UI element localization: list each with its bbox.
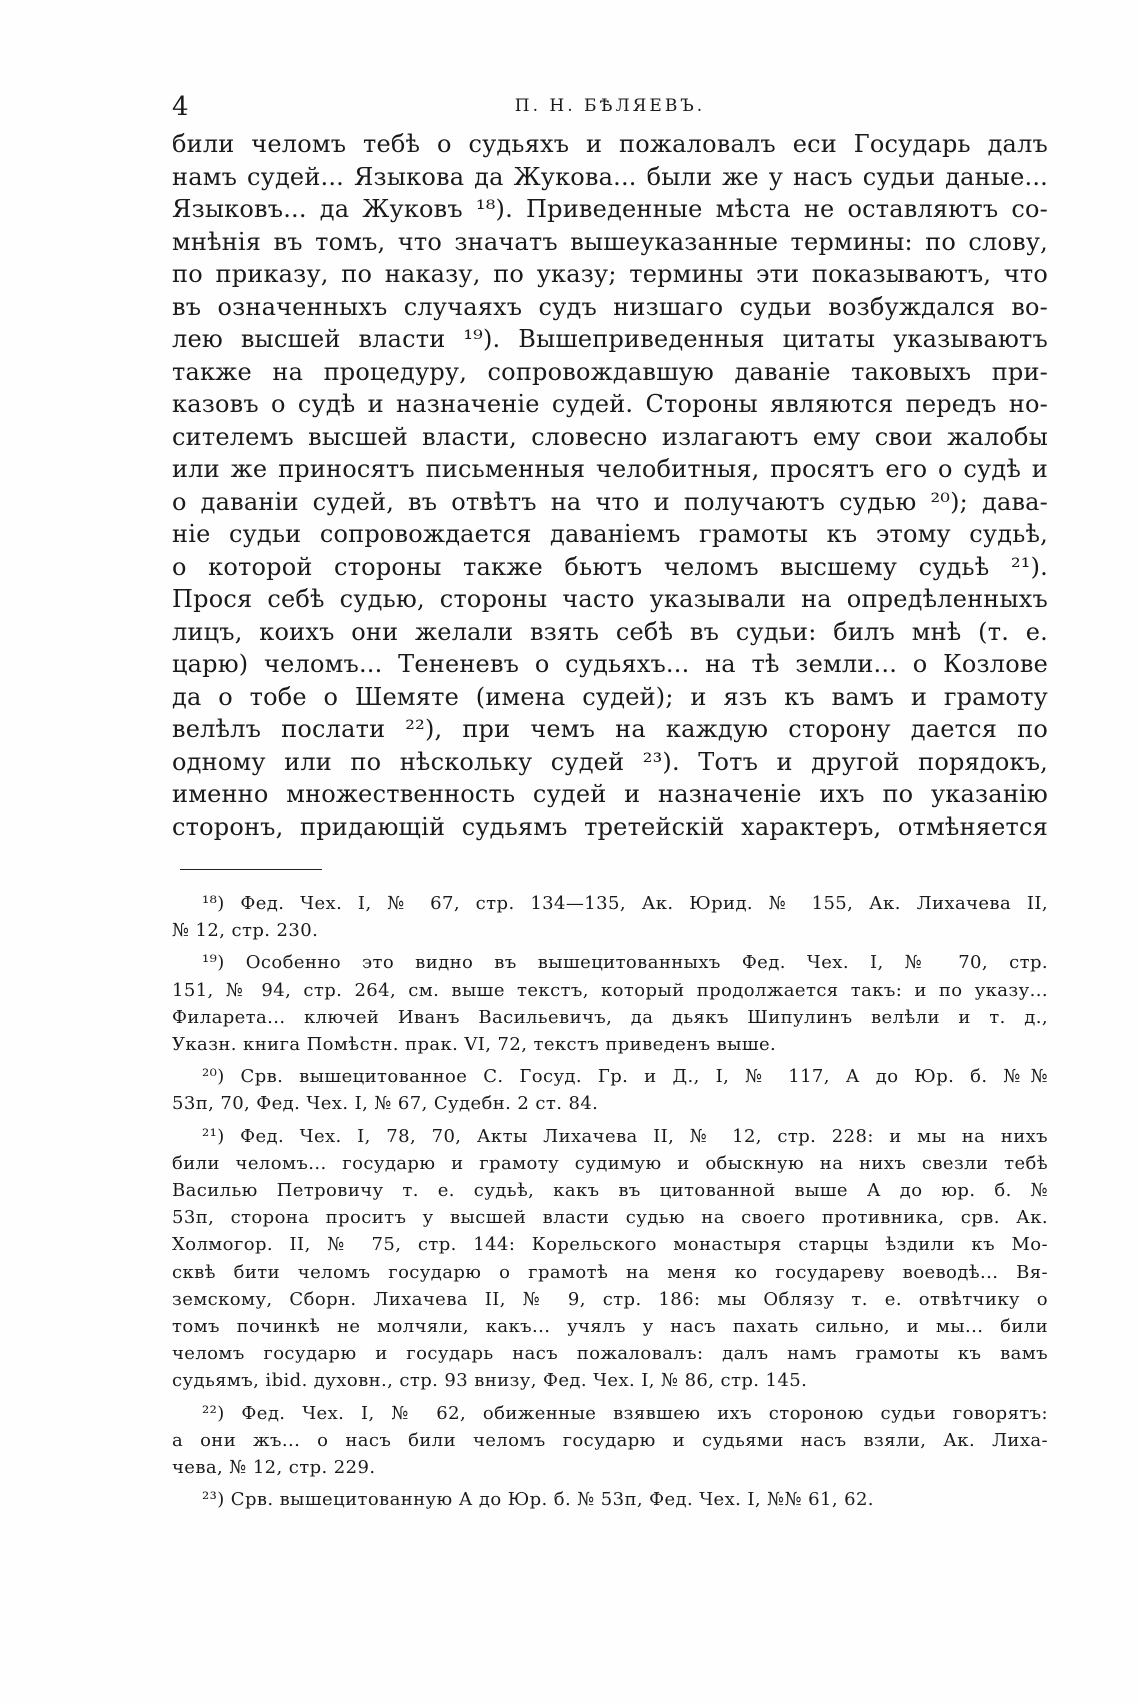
body-line: били челомъ тебѣ о судьяхъ и пожаловалъ еси Государь далъ <box>172 130 1048 158</box>
footnote-line: Холмогор. II, № 75, стр. 144: Корельского монастыря старцы ѣздили къ Мо- <box>172 1234 1048 1256</box>
body-line: въ означенныхъ случаяхъ судъ низшаго судьи возбуждался во- <box>172 292 1048 321</box>
body-line: да о тобе о Шемяте (имена судей); и язъ къ вамъ и грамоту <box>172 682 1048 711</box>
body-line: именно множественность судей и назначеніе ихъ по указанію <box>172 780 1048 808</box>
page-header <box>172 86 1048 128</box>
footnote-divider <box>180 869 322 870</box>
body-line: велѣлъ послати ²²), при чемъ на каждую сторону дается по <box>172 715 1048 743</box>
footnote-line: судьямъ, ibid. духовн., стр. 93 внизу, Фед. Чех. I, № 86, стр. 145. <box>172 1370 808 1392</box>
footnote-line: сквѣ бити челомъ государю о грамотѣ на меня ко государеву воеводѣ... Вя- <box>172 1261 1048 1283</box>
footnote-line: ²⁰) Срв. вышецитованное С. Госуд. Гр. и Д., I, № 117, А до Юр. б. №№ <box>202 1066 1048 1088</box>
footnote-line: 151, № 94, стр. 264, см. выше текстъ, который продолжается такъ: и по указу... <box>172 979 1048 1001</box>
footnote-line: ¹⁸) Фед. Чех. I, № 67, стр. 134—135, Ак. Юрид. № 155, Ак. Лихачева II, <box>202 893 1048 914</box>
body-line: о даваніи судей, въ отвѣтъ на что и получаютъ судью ²⁰); дава- <box>172 487 1048 516</box>
body-line: или же приносятъ письменныя челобитныя, просятъ его о судѣ и <box>172 455 1048 483</box>
book-page <box>172 86 1048 1513</box>
footnote-line: 53п, сторона проситъ у высшей власти судью на своего противника, срв. Ак. <box>172 1207 1048 1229</box>
footnote-line: челомъ государю и государь насъ пожаловалъ: далъ намъ грамоты къ вамъ <box>172 1343 1048 1365</box>
footnote-line: Василью Петровичу т. е. судьѣ, какъ въ цитованной выше А до юр. б. № <box>172 1180 1048 1202</box>
page-number: 4 <box>172 92 189 122</box>
body-line: одному или по нѣскольку судей ²³). Тотъ и другой порядокъ, <box>172 747 1048 776</box>
footnote-line: томъ починкѣ не молчяли, какъ... учялъ у насъ пахать сильно, и мы... били <box>172 1316 1048 1338</box>
footnote-23 <box>172 1486 1048 1513</box>
footnote-line: ²³) Срв. вышецитованную А до Юр. б. № 53п, Фед. Чех. I, №№ 61, 62. <box>202 1489 874 1511</box>
footnote-18 <box>172 890 1048 944</box>
body-line: сителемъ высшей власти, словесно излагаютъ ему свои жалобы <box>172 422 1048 451</box>
footnotes <box>172 890 1048 1513</box>
footnote-20 <box>172 1063 1048 1117</box>
body-line: ніе судьи сопровождается даваніемъ грамоты къ этому судьѣ, <box>172 520 1048 548</box>
body-line: по приказу, по наказу, по указу; термины эти показываютъ, что <box>172 260 1048 288</box>
body-line: намъ судей... Языкова да Жукова... были же у насъ судьи даные... <box>172 162 1048 191</box>
body-text <box>172 128 1048 843</box>
footnote-line: чева, № 12, стр. 229. <box>172 1457 376 1479</box>
body-line: также на процедуру, сопровождавшую даваніе таковыхъ при- <box>172 357 1048 386</box>
footnote-line: № 12, стр. 230. <box>172 920 319 942</box>
footnote-line: Филарета... ключей Иванъ Васильевичъ, да дьякъ Шипулинъ велѣли и т. д., <box>172 1006 1048 1028</box>
footnote-line: а они жъ... о насъ били челомъ государю и судьями насъ взяли, Ак. Лиха- <box>172 1429 1048 1451</box>
footnote-line: 53п, 70, Фед. Чех. I, № 67, Судебн. 2 ст. 84. <box>172 1093 599 1115</box>
footnote-line: земскому, Сборн. Лихачева II, № 9, стр. 186: мы Облязу т. е. отвѣтчику о <box>172 1288 1048 1310</box>
footnote-line: Указн. книга Помѣстн. прак. VI, 72, текстъ приведенъ выше. <box>172 1034 777 1056</box>
footnote-line: ²²) Фед. Чех. I, № 62, обиженные взявшею ихъ стороною судьи говорятъ: <box>202 1402 1048 1424</box>
footnote-line: ²¹) Фед. Чех. I, 78, 70, Акты Лихачева II, № 12, стр. 228: и мы на нихъ <box>202 1125 1048 1147</box>
body-line: Прося себѣ судью, стороны часто указывали на опредѣленныхъ <box>172 585 1048 613</box>
body-line: царю) челомъ... Тененевъ о судьяхъ... на тѣ земли... о Козлове <box>172 650 1048 678</box>
footnote-22 <box>172 1400 1048 1482</box>
body-line: о которой стороны также бьютъ челомъ высшему судьѣ ²¹). <box>172 552 1048 581</box>
body-line: казовъ о судѣ и назначеніе судей. Стороны являются передъ но- <box>172 390 1048 418</box>
footnote-line: ¹⁹) Особенно это видно въ вышецитованныхъ Фед. Чех. I, № 70, стр. <box>202 952 1048 974</box>
body-line: лицъ, коихъ они желали взять себѣ въ судьи: билъ мнѣ (т. е. <box>172 617 1048 646</box>
body-line: лею высшей власти ¹⁹). Вышеприведенныя цитаты указываютъ <box>172 325 1048 353</box>
body-line: мнѣнія въ томъ, что значатъ вышеуказанные термины: по слову, <box>172 227 1048 256</box>
body-line: сторонъ, придающій судьямъ третейскій характеръ, отмѣняется <box>172 812 1048 841</box>
footnote-line: били челомъ... государю и грамоту судимую и обыскную на нихъ свезли тебѣ <box>172 1152 1048 1174</box>
body-line: Языковъ... да Жуковъ ¹⁸). Приведенные мѣста не оставляютъ со- <box>172 195 1048 223</box>
running-head: П. Н. БѢЛЯЕВЪ. <box>514 96 706 116</box>
footnote-19 <box>172 949 1048 1058</box>
footnote-21 <box>172 1123 1048 1395</box>
